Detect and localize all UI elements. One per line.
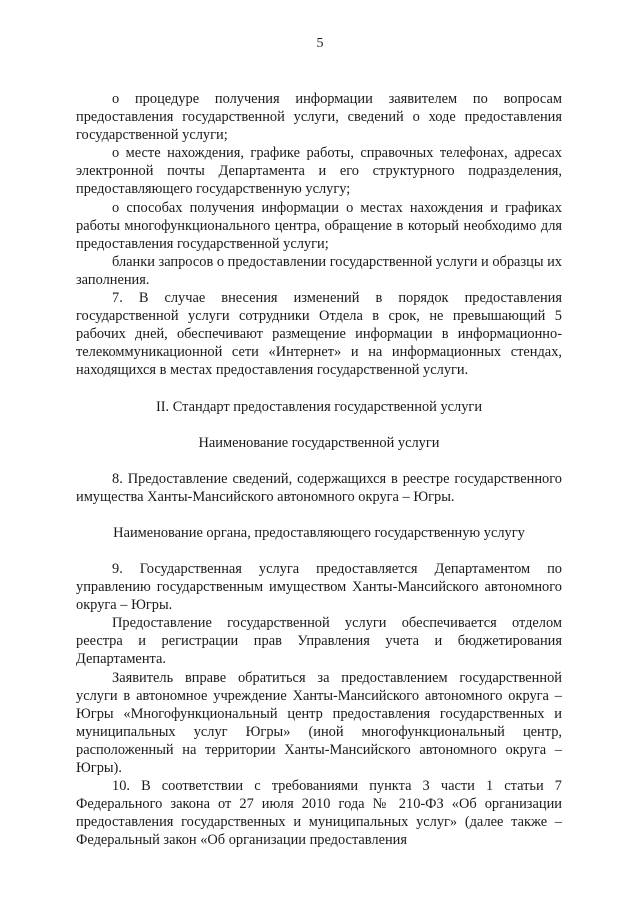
subheading-service-provider: Наименование органа, предоставляющего государственную услугу (113, 524, 525, 541)
section-heading-standard: II. Стандарт предоставления государственной услуги (155, 398, 483, 415)
paragraph-mfc-info: о способах получения информации о местах нахождения и графиках работы многофункционального центра, обращение в который необходимо для предоставления государственной услуги; (76, 199, 562, 252)
paragraph-registry-department: Предоставление государственной услуги обеспечивается отделом реестра и регистрации прав Управления учета и бюджетирования Департамента. (76, 615, 562, 668)
paragraph-9-department: 9. Государственная услуга предоставляется Департаментом по управлению государственным имуществом Ханты-Мансийского автономного округа – Югры. (76, 560, 562, 614)
page-number: 5 (316, 36, 324, 51)
paragraph-10-federal-law: 10. В соответствии с требованиями пункта 3 части 1 статьи 7 Федерального закона от 27 июля 2010 года № 210-ФЗ «Об организации предоставления государственных и муниципальных услуг» (далее также – Федеральный закон «Об организации предоставления (76, 778, 562, 849)
paragraph-location-schedule: о месте нахождения, графике работы, справочных телефонах, адресах электронной почты Департамента и его структурного подразделения, предоставляющего государственную услугу; (76, 145, 562, 198)
subheading-service-name: Наименование государственной услуги (198, 434, 440, 451)
document-body (76, 90, 562, 849)
paragraph-8-service: 8. Предоставление сведений, содержащихся в реестре государственного имущества Ханты-Мансийского автономного округа – Югры. (76, 470, 562, 505)
paragraph-7-changes: 7. В случае внесения изменений в порядок предоставления государственной услуги сотрудники Отдела в срок, не превышающий 5 рабочих дней, обеспечивают размещение информации в информационно-телекоммуникационной сети «Интернет» и на информационных стендах, находящихся в местах предоставления государственной услуги. (76, 290, 562, 379)
paragraph-applicant-mfc: Заявитель вправе обратиться за предоставлением государственной услуги в автономное учреждение Ханты-Мансийского автономного округа – Югры «Многофункциональный центр предоставления государственных и муниципальных услуг Югры» (иной многофункциональный центр, расположенный на территории Ханты-Мансийского автономного округа – Югры). (76, 669, 562, 776)
paragraph-procedure-info: о процедуре получения информации заявителем по вопросам предоставления государственной услуги, сведений о ходе предоставления государственной услуги; (76, 91, 562, 144)
paragraph-request-forms: бланки запросов о предоставлении государственной услуги и образцы их заполнения. (76, 253, 562, 288)
